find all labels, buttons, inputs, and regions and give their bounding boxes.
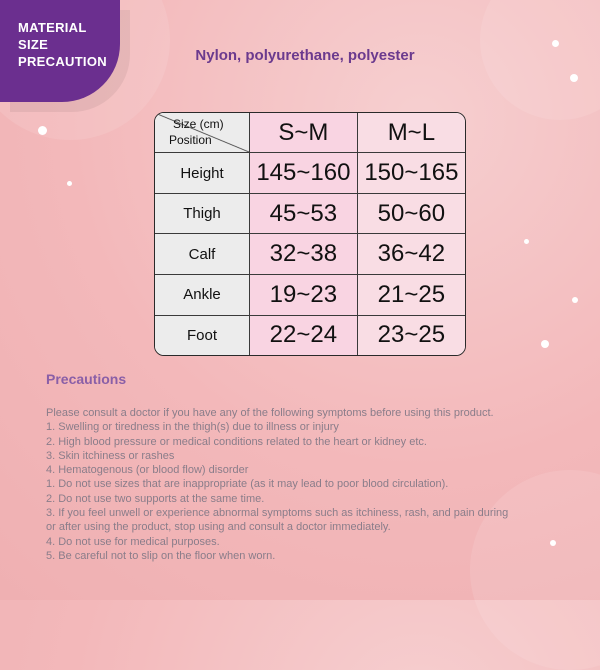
precaution-line: Please consult a doctor if you have any of the following symptoms before using this product. — [46, 407, 494, 419]
background-dot — [541, 340, 549, 348]
table-row — [155, 234, 465, 275]
precautions-heading: Precautions — [46, 371, 127, 387]
corner-position-label: Position — [169, 133, 212, 148]
cell-sm: 45~53 — [250, 193, 358, 234]
cell-ml: 150~165 — [357, 153, 465, 194]
precaution-line: 2. Do not use two supports at the same time. — [46, 492, 265, 505]
table-row — [155, 193, 465, 234]
column-header-ml: M~L — [357, 113, 465, 153]
material-text: Nylon, polyurethane, polyester — [195, 47, 415, 64]
row-label: Foot — [155, 315, 250, 355]
row-label: Height — [155, 153, 250, 194]
background-dot — [67, 181, 72, 186]
size-table — [154, 112, 466, 356]
corner-size-label: Size (cm) — [173, 117, 224, 131]
table-corner-cell — [155, 113, 250, 153]
table-row — [155, 315, 465, 355]
background-dot — [552, 40, 559, 47]
background-dot — [572, 297, 578, 303]
cell-ml: 23~25 — [357, 315, 465, 355]
precaution-line: 4. Hematogenous (or blood flow) disorder — [46, 464, 249, 477]
precaution-line: 2. High blood pressure or medical conditions related to the heart or kidney etc. — [46, 435, 427, 448]
row-label: Calf — [155, 234, 250, 275]
cell-sm: 32~38 — [250, 234, 358, 275]
cell-sm: 19~23 — [250, 275, 358, 316]
cell-sm: 22~24 — [250, 315, 358, 355]
table-row — [155, 153, 465, 194]
precaution-line: 5. Be careful not to slip on the floor when worn. — [46, 549, 276, 562]
precaution-line: 3. Skin itchiness or rashes — [46, 449, 175, 462]
precaution-line: or after using the product, stop using and consult a doctor immediately. — [46, 521, 391, 534]
table-row — [155, 275, 465, 316]
background-dot — [570, 74, 578, 82]
background-dot — [38, 126, 47, 135]
cell-sm: 145~160 — [250, 153, 358, 194]
cell-ml: 21~25 — [357, 275, 465, 316]
badge-label: MATERIAL SIZE PRECAUTION — [18, 20, 107, 69]
row-label: Ankle — [155, 275, 250, 316]
precaution-line: 1. Swelling or tiredness in the thigh(s) due to illness or injury — [46, 421, 339, 434]
table-header-row — [155, 113, 465, 153]
background-dot — [524, 239, 529, 244]
row-label: Thigh — [155, 193, 250, 234]
precaution-line: 3. If you feel unwell or experience abnormal symptoms such as itchiness, rash, and pain during — [46, 507, 509, 520]
precautions-list — [46, 406, 576, 563]
precaution-line: 4. Do not use for medical purposes. — [46, 535, 220, 548]
cell-ml: 50~60 — [357, 193, 465, 234]
column-header-sm: S~M — [250, 113, 358, 153]
cell-ml: 36~42 — [357, 234, 465, 275]
precaution-line: 1. Do not use sizes that are inappropriate (as it may lead to poor blood circulation). — [46, 478, 449, 491]
